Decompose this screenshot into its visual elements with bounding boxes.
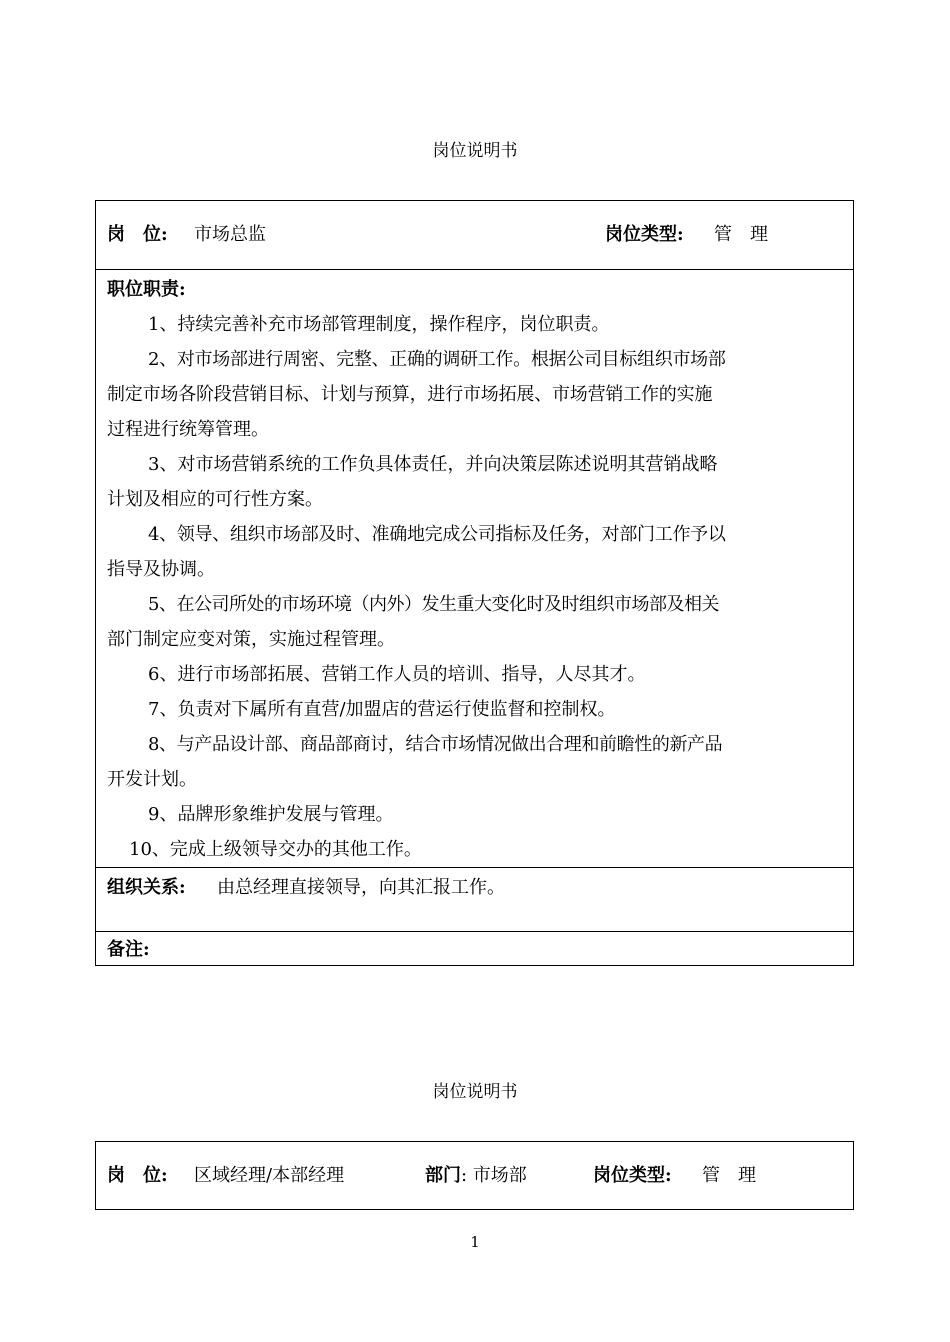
duty-line: 7、负责对下属所有直营/加盟店的营运行使监督和控制权。 [148,699,616,720]
org-row [96,867,853,931]
duty-line: 4、领导、组织市场部及时、准确地完成公司指标及任务，对部门工作予以 [148,524,726,545]
duty-line: 开发计划。 [107,769,197,790]
type-label-2: 岗位类型: [593,1165,672,1186]
dept-label: 部门 [425,1165,461,1186]
type-value: 管 理 [714,224,768,245]
job-description-table [95,200,854,966]
duty-line: 6、进行市场部拓展、营销工作人员的培训、指导，人尽其才。 [148,664,646,685]
page-number: 1 [470,1233,480,1251]
page-title: 岗位说明书 [432,141,518,161]
dept-value: : 市场部 [461,1165,527,1186]
duty-line: 8、与产品设计部、商品部商讨，结合市场情况做出合理和前瞻性的新产品 [148,734,723,755]
duty-line: 5、在公司所处的市场环境（内外）发生重大变化时及时组织市场部及相关 [148,594,719,615]
duty-line: 制定市场各阶段营销目标、计划与预算，进行市场拓展、市场营销工作的实施 [107,384,713,405]
position-label-2: 岗 位: [107,1165,168,1186]
duty-line: 部门制定应变对策，实施过程管理。 [107,629,395,650]
duty-line: 9、品牌形象维护发展与管理。 [148,804,394,825]
duty-line: 3、对市场营销系统的工作负具体责任，并向决策层陈述说明其营销战略 [148,454,718,475]
duty-line: 2、对市场部进行周密、完整、正确的调研工作。根据公司目标组织市场部 [148,349,726,370]
duty-line: 1、持续完善补充市场部管理制度，操作程序，岗位职责。 [148,314,610,335]
page-title-2: 岗位说明书 [432,1082,518,1102]
job-description-table-2 [95,1141,854,1210]
type-label: 岗位类型: [605,224,684,245]
notes-row [96,931,853,965]
duties-row [96,269,853,867]
type-value-2: 管 理 [702,1165,756,1186]
position-value-2: 区域经理/本部经理 [194,1165,345,1186]
position-row [96,201,853,269]
duty-line: 过程进行统筹管理。 [107,419,269,440]
position-value: 市场总监 [194,224,266,245]
duties-label: 职位职责: [107,279,186,300]
notes-label: 备注: [107,939,150,960]
duty-line: 10、完成上级领导交办的其他工作。 [129,839,422,860]
duty-line: 指导及协调。 [107,559,215,580]
duty-line: 计划及相应的可行性方案。 [107,489,323,510]
org-value: 由总经理直接领导，向其汇报工作。 [217,877,505,898]
position-label: 岗 位: [107,224,168,245]
org-label: 组织关系: [107,877,186,898]
